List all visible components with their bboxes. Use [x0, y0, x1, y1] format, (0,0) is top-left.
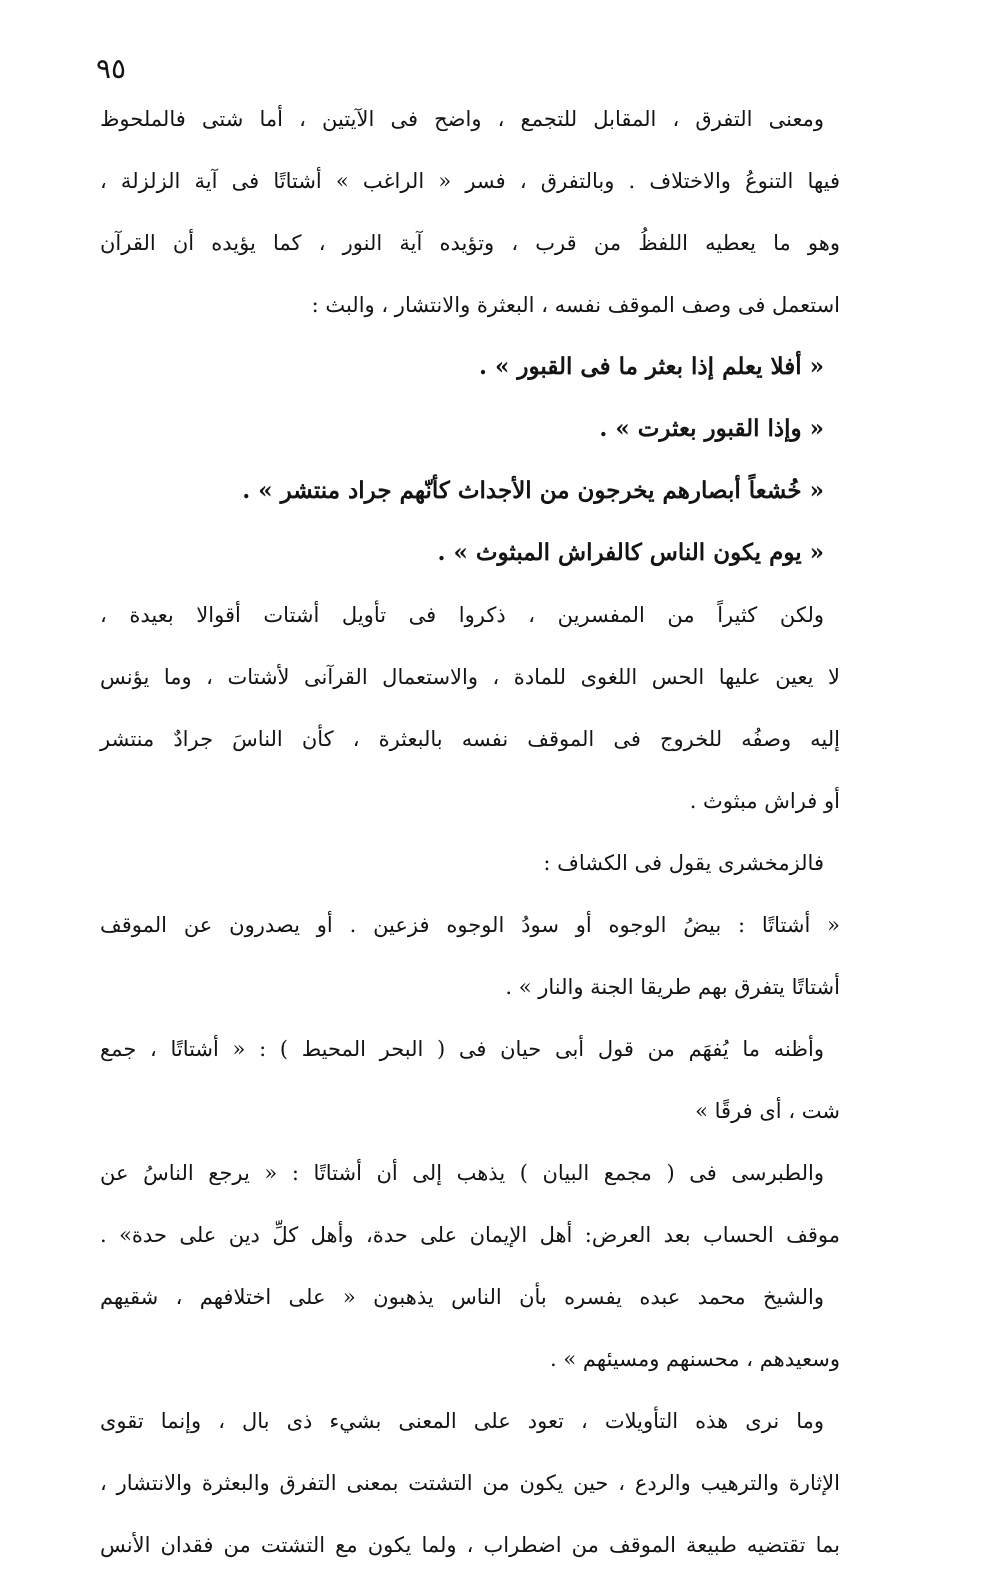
- quranic-verse: « وإذا القبور بعثرت » .: [599, 415, 824, 442]
- paragraph-line: والشيخ محمد عبده يفسره بأن الناس يذهبون « على اختلافهم ، شقيهم: [100, 1285, 824, 1309]
- paragraph-line: ولكن كثيراً من المفسرين ، ذكروا فى تأويل أشتات أقوالا بعيدة ،: [100, 603, 824, 627]
- quotation-line: « أشتاتًا : بيضُ الوجوه أو سودُ الوجوه فزعين . أو يصدرون عن الموقف: [100, 913, 840, 937]
- paragraph-line: أو فراش مبثوث .: [689, 789, 840, 813]
- paragraph-line: وهو ما يعطيه اللفظُ من قرب ، وتؤيده آية النور ، كما يؤيده أن القرآن: [100, 231, 840, 255]
- quranic-verse: « يوم يكون الناس كالفراش المبثوث » .: [437, 539, 824, 566]
- paragraph-line: الإثارة والترهيب والردع ، حين يكون من التشتت بمعنى التفرق والبعثرة والانتشار ،: [100, 1471, 840, 1495]
- paragraph-line: استعمل فى وصف الموقف نفسه ، البعثرة والانتشار ، والبث :: [311, 293, 840, 317]
- quranic-verse: « خُشعاً أبصارهم يخرجون من الأجداث كأنّهم جراد منتشر » .: [242, 477, 824, 504]
- paragraph-line: وما نرى هذه التأويلات ، تعود على المعنى بشيء ذى بال ، وإنما تقوى: [100, 1409, 824, 1433]
- paragraph-line: موقف الحساب بعد العرض: أهل الإيمان على حدة، وأهل كلِّ دين على حدة» .: [100, 1223, 840, 1247]
- paragraph-line: فالزمخشرى يقول فى الكشاف :: [543, 851, 824, 875]
- quranic-verse: « أفلا يعلم إذا بعثر ما فى القبور » .: [479, 353, 824, 380]
- paragraph-line: وأظنه ما يُفهَم من قول أبى حيان فى ( البحر المحيط ) : « أشتاتًا ، جمع: [100, 1037, 824, 1061]
- paragraph-line: والطبرسى فى ( مجمع البيان ) يذهب إلى أن أشتاتًا : « يرجع الناسُ عن: [100, 1161, 824, 1185]
- quotation-line: أشتاتًا يتفرق بهم طريقا الجنة والنار » .: [505, 975, 840, 999]
- page-number: ٩٥: [96, 52, 127, 85]
- paragraph-line: وسعيدهم ، محسنهم ومسيئهم » .: [550, 1347, 840, 1371]
- paragraph-line: لا يعين عليها الحس اللغوى للمادة ، والاستعمال القرآنى لأشتات ، وما يؤنس: [100, 665, 840, 689]
- paragraph-line: بما تقتضيه طبيعة الموقف من اضطراب ، ولما يكون مع التشتت من فقدان الأنس: [100, 1533, 840, 1557]
- paragraph-line: إليه وصفُه للخروج فى الموقف نفسه بالبعثرة ، كأن الناسَ جرادٌ منتشر: [100, 727, 840, 751]
- page-body: [100, 88, 840, 1576]
- paragraph-line: شت ، أى فرقًا »: [695, 1099, 840, 1123]
- paragraph-line: فيها التنوعُ والاختلاف . وبالتفرق ، فسر « الراغب » أشتاتًا فى آية الزلزلة ،: [100, 169, 840, 193]
- paragraph-line: ومعنى التفرق ، المقابل للتجمع ، واضح فى الآيتين ، أما شتى فالملحوظ: [100, 107, 824, 131]
